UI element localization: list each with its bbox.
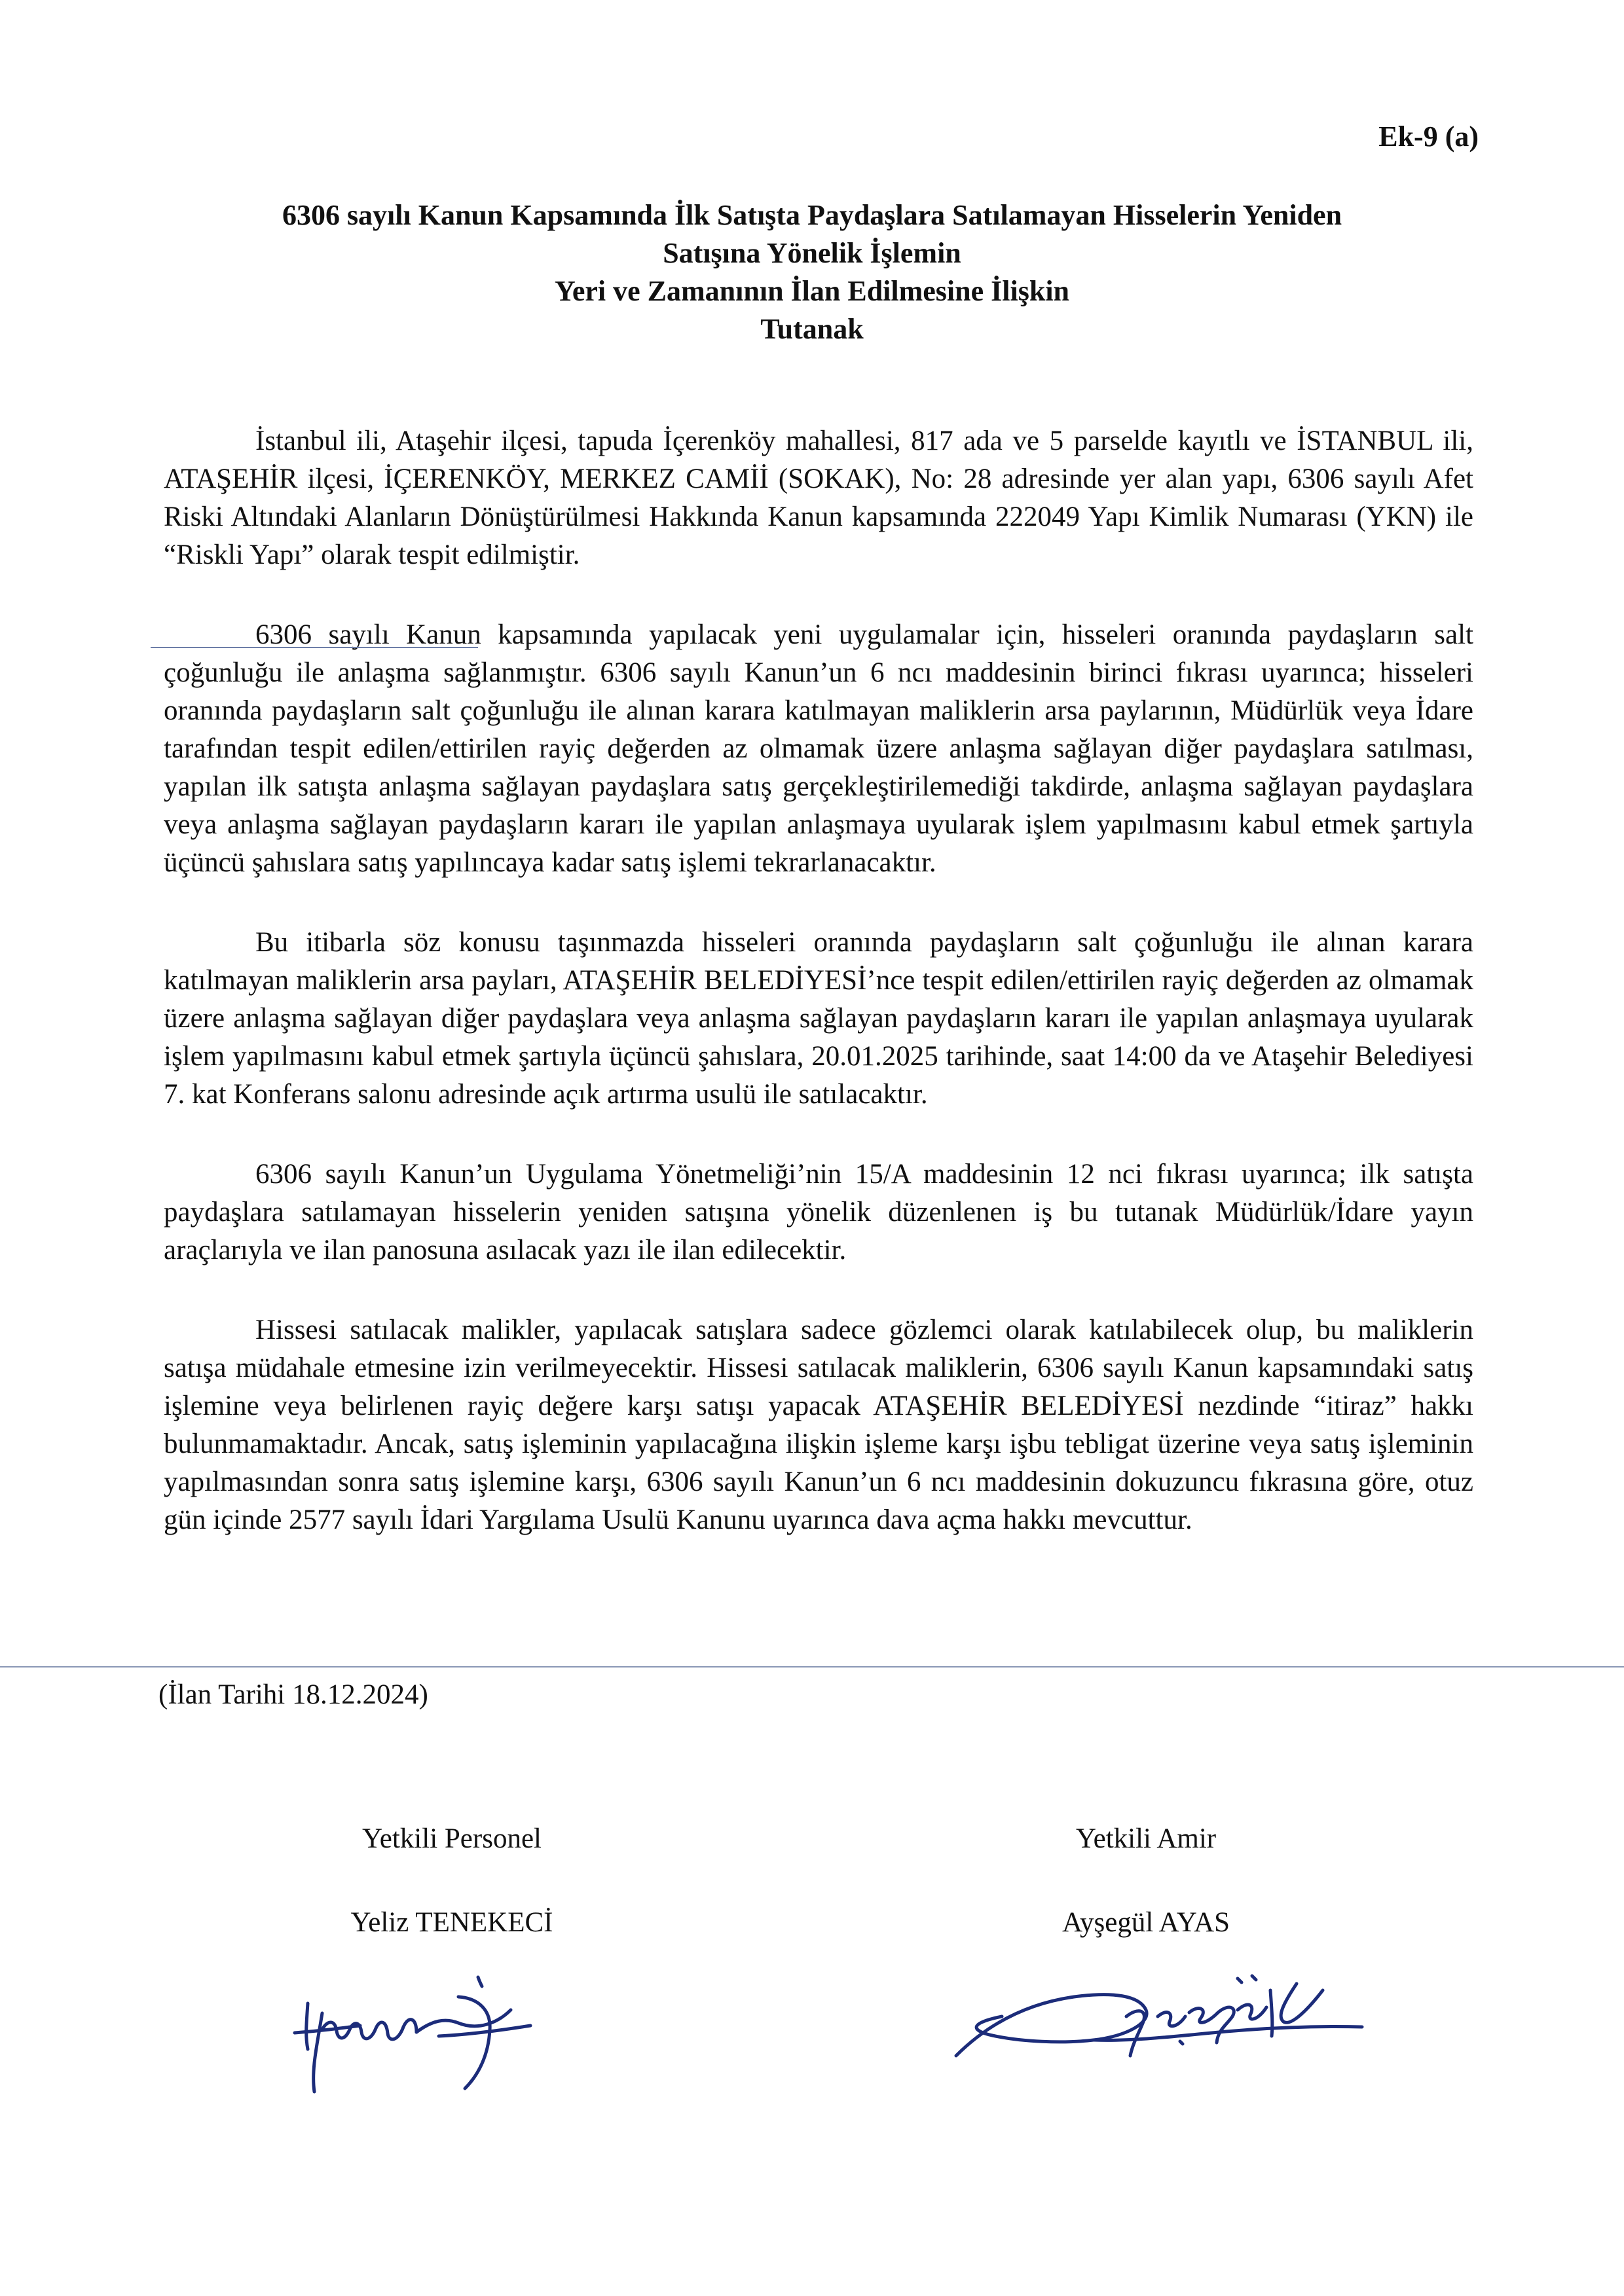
signature-right-icon: [930, 1944, 1375, 2069]
signatory-right: [995, 1820, 1297, 1942]
scan-artifact-line: [151, 647, 478, 648]
announcement-date: (İlan Tarihi 18.12.2024): [158, 1679, 428, 1710]
paragraph-owner-rights: Hissesi satılacak malikler, yapılacak satışlara sadece gözlemci olarak katılabilecek olup, bu maliklerin satışa müdahale etmesine izin verilmeyecektir. Hissesi satılacak maliklerin, 6306 sayılı Kanun kapsamındaki satış işlemine veya belirlenen rayiç değere karşı satışı yapacak ATAŞEHİR BELEDİYESİ nezdinde “itiraz” hakkı bulunmamaktadır. Ancak, satış işleminin yapılacağına ilişkin işleme karşı işbu tebligat üzerine veya satış işleminin yapılmasından sonra satış işlemine karşı, 6306 sayılı Kanun’un 6 ncı maddesinin dokuzuncu fıkrasına göre, otuz gün içinde 2577 sayılı İdari Yargılama Usulü Kanunu uyarınca dava açma hakkı mevcuttur.: [164, 1315, 1473, 1535]
paragraph-sale-announcement: Bu itibarla söz konusu taşınmazda hisseleri oranında paydaşların salt çoğunluğu ile alınan karara katılmayan maliklerin arsa payları, ATAŞEHİR BELEDİYESİ’nce tespit edilen/ettirilen rayiç değerden az olmamak üzere anlaşma sağlayan diğer paydaşlara veya anlaşma sağlayan paydaşların kararı ile yapılan anlaşmaya uyularak işlem yapılmasını kabul etmek şartıyla üçüncü şahıslara, 20.01.2025 tarihinde, saat 14:00 da ve Ataşehir Belediyesi 7. kat Konferans salonu adresinde açık artırma usulü ile satılacaktır.: [164, 927, 1473, 1110]
signatory-right-name: Ayşegül AYAS: [1061, 1907, 1230, 1938]
signatory-left-role: Yetkili Personel: [362, 1823, 542, 1854]
title-line-2: Satışına Yönelik İşlemin: [663, 237, 961, 269]
paragraph-regulation: 6306 sayılı Kanun’un Uygulama Yönetmeliği’nin 15/A maddesinin 12 nci fıkrası uyarınca; ilk satışta paydaşlara satılamayan hisselerin yeniden satışına yönelik düzenlenen iş bu tutanak Müdürlük/İdare yayın araçlarıyla ve ilan panosuna asılacak yazı ile ilan edilecektir.: [164, 1159, 1473, 1266]
signature-left-icon: [282, 1958, 570, 2108]
title-line-1: 6306 sayılı Kanun Kapsamında İlk Satışta Paydaşlara Satılamayan Hisselerin Yeniden: [282, 199, 1342, 231]
signatory-left-name: Yeliz TENEKECİ: [350, 1907, 553, 1938]
signatory-left: [301, 1820, 602, 1942]
signatory-right-role: Yetkili Amir: [1075, 1823, 1217, 1854]
title-line-3: Yeri ve Zamanının İlan Edilmesine İlişkin: [554, 275, 1070, 307]
scan-artifact-line: [0, 1666, 1624, 1667]
title-line-4: Tutanak: [760, 313, 864, 345]
paragraph-agreement: 6306 sayılı Kanun kapsamında yapılacak yeni uygulamalar için, hisseleri oranında paydaşların salt çoğunluğu ile anlaşma sağlanmıştır. 6306 sayılı Kanun’un 6 ncı maddesinin birinci fıkrası uyarınca; hisseleri oranında paydaşların salt çoğunluğu ile alınan karara katılmayan maliklerin arsa paylarının, Müdürlük veya İdare tarafından tespit edilen/ettirilen rayiç değerden az olmamak üzere anlaşma sağlayan diğer paydaşlara satılması, yapılan ilk satışta anlaşma sağlayan paydaşlara satış gerçekleştirilemediği takdirde, anlaşma sağlayan paydaşlara veya anlaşma sağlayan paydaşların kararı ile yapılan anlaşmaya uyularak işlem yapılmasını kabul etmek şartıyla üçüncü şahıslara satış yapılıncaya kadar satış işlemi tekrarlanacaktır.: [164, 619, 1473, 878]
document-title: [164, 196, 1460, 348]
annex-label: Ek-9 (a): [1378, 120, 1479, 153]
paragraph-property-info: İstanbul ili, Ataşehir ilçesi, tapuda İçerenköy mahallesi, 817 ada ve 5 parselde kayıtlı ve İSTANBUL ili, ATAŞEHİR ilçesi, İÇERENKÖY, MERKEZ CAMİİ (SOKAK), No: 28 adresinde yer alan yapı, 6306 sayılı Afet Riski Altındaki Alanların Dönüştürülmesi Hakkında Kanun kapsamında 222049 Yapı Kimlik Numarası (YKN) ile “Riskli Yapı” olarak tespit edilmiştir.: [164, 426, 1473, 570]
document-body: [164, 422, 1473, 1581]
